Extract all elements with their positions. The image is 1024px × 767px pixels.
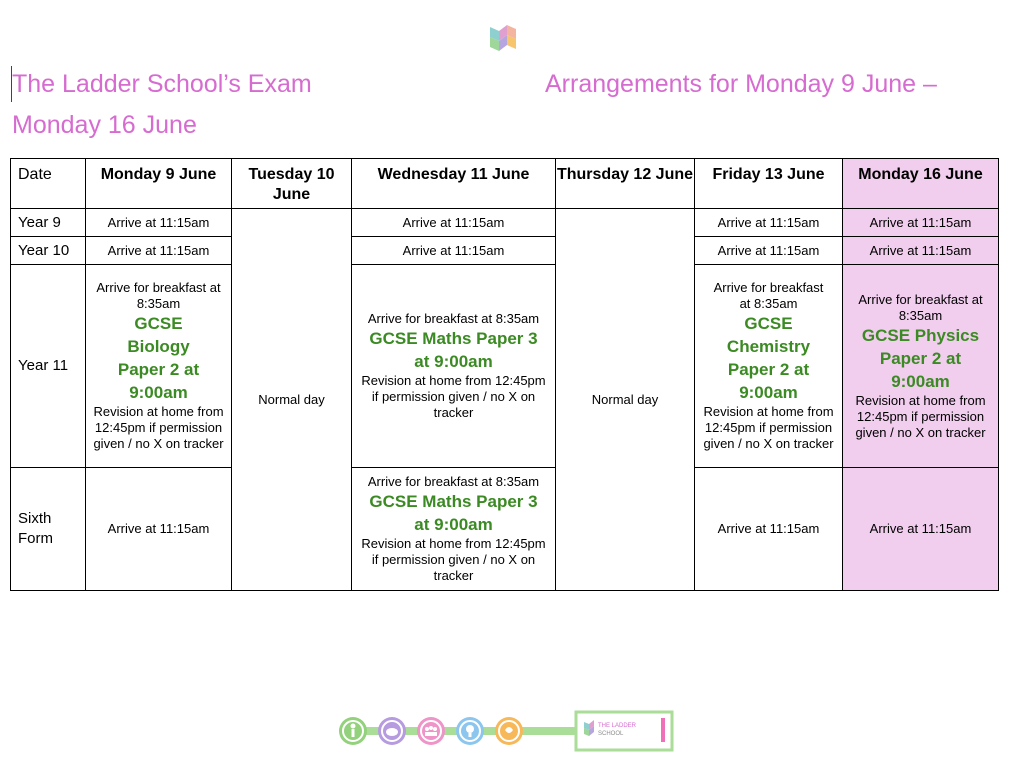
header-fri13: Friday 13 June [695, 159, 843, 209]
cell-mon9: Arrive at 11:15am [86, 209, 232, 237]
cell-wed11 [352, 265, 556, 468]
revision-note: Revision at home from 12:45pm if permission given / no X on tracker [361, 536, 546, 583]
breakfast-note: Arrive for breakfast at 8:35am [367, 311, 540, 326]
header-mon9: Monday 9 June [86, 159, 232, 209]
row-label: Year 11 [11, 265, 86, 468]
breakfast-note: Arrive for breakfast at 8:35am [96, 280, 221, 311]
cell-mon16: Arrive at 11:15am [843, 468, 999, 591]
person-icon [339, 717, 367, 745]
ladder-school-logo-badge [576, 712, 672, 750]
cell-mon9: Arrive at 11:15am [86, 237, 232, 265]
table-header-row [11, 159, 999, 209]
svg-text:THE LADDER: THE LADDER [598, 723, 637, 729]
cell-wed11 [352, 468, 556, 591]
cell-mon16: Arrive at 11:15am [843, 237, 999, 265]
revision-note: Revision at home from 12:45pm if permission given / no X on tracker [703, 404, 834, 451]
cell-wed11: Arrive at 11:15am [352, 209, 556, 237]
school-logo [490, 21, 516, 54]
cell-thu12-normal-day: Normal day [556, 209, 695, 591]
cell-mon16: Arrive at 11:15am [843, 209, 999, 237]
header-mon16: Monday 16 June [843, 159, 999, 209]
cell-mon16 [843, 265, 999, 468]
breakfast-note: Arrive for breakfast at 8:35am [367, 474, 540, 489]
cloud-icon [378, 717, 406, 745]
hand-heart-icon [495, 717, 523, 745]
exam-schedule-table [10, 158, 999, 591]
cell-mon9: Arrive at 11:15am [86, 468, 232, 591]
footer-banner [338, 708, 678, 754]
table-row-year11 [11, 265, 999, 468]
cell-tue10-normal-day: Normal day [232, 209, 352, 591]
cell-fri13: Arrive at 11:15am [695, 468, 843, 591]
group-icon [417, 717, 445, 745]
table-row-year10 [11, 237, 999, 265]
cell-fri13: Arrive at 11:15am [695, 209, 843, 237]
cell-fri13 [695, 265, 843, 468]
cell-wed11: Arrive at 11:15am [352, 237, 556, 265]
row-label: Year 10 [11, 237, 86, 265]
row-label: Sixth Form [11, 468, 86, 591]
revision-note: Revision at home from 12:45pm if permission given / no X on tracker [361, 373, 546, 420]
cell-fri13: Arrive at 11:15am [695, 237, 843, 265]
header-wed11: Wednesday 11 June [352, 159, 556, 209]
breakfast-note: Arrive for breakfast at 8:35am [713, 280, 824, 311]
page-title-part2: Arrangements for Monday 9 June – [545, 70, 937, 98]
header-thu12: Thursday 12 June [556, 159, 695, 209]
exam-label: GCSE Maths Paper 3 at 9:00am [369, 492, 538, 534]
page-title-part3: Monday 16 June [12, 111, 197, 139]
exam-label: GCSE Biology Paper 2 at 9:00am [117, 314, 200, 402]
lightbulb-icon [456, 717, 484, 745]
revision-note: Revision at home from 12:45pm if permission given / no X on tracker [93, 404, 224, 451]
table-row-sixth-form [11, 468, 999, 591]
header-tue10: Tuesday 10 June [232, 159, 352, 209]
cell-mon9 [86, 265, 232, 468]
exam-label: GCSE Maths Paper 3 at 9:00am [369, 329, 538, 371]
svg-text:SCHOOL: SCHOOL [598, 731, 624, 737]
breakfast-note: Arrive for breakfast at 8:35am [858, 291, 983, 323]
exam-label: GCSE Chemistry Paper 2 at 9:00am [726, 314, 811, 402]
exam-label: GCSE Physics Paper 2 at 9:00am [861, 325, 980, 391]
revision-note: Revision at home from 12:45pm if permission given / no X on tracker [855, 392, 986, 440]
row-label: Year 9 [11, 209, 86, 237]
page-title-part1: The Ladder School’s Exam [12, 70, 312, 98]
header-date: Date [11, 159, 86, 209]
table-row-year9 [11, 209, 999, 237]
